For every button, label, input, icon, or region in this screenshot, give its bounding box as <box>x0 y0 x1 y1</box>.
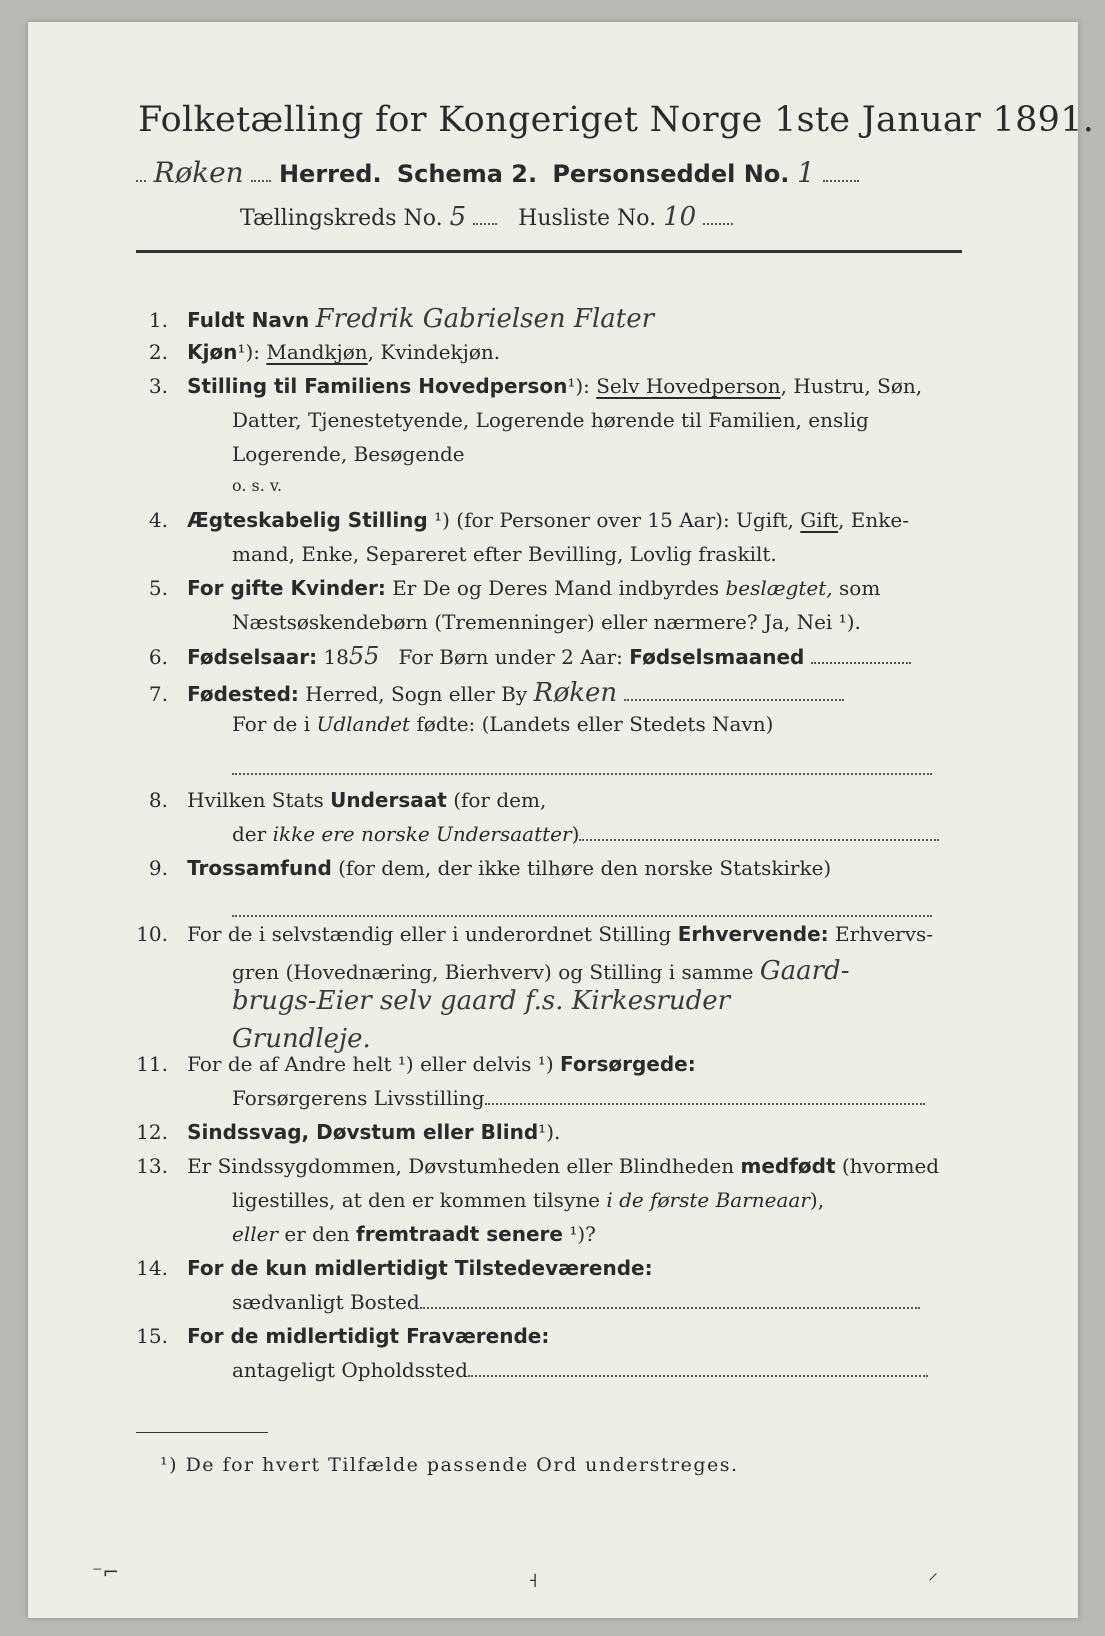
full-name-label: Fuldt Navn <box>187 308 310 332</box>
herred-line <box>136 156 859 189</box>
husliste-label: Husliste No. <box>518 206 657 231</box>
question-13-line-3: eller er den fremtraadt senere ¹)? <box>232 1222 596 1246</box>
position-selected: Selv Hovedperson <box>596 374 781 398</box>
ink-mark-right: ⸝ <box>928 1560 938 1584</box>
question-11-line-2: Forsørgerens Livsstilling <box>232 1086 925 1110</box>
footnote: ¹) De for hvert Tilfælde passende Ord understreges. <box>160 1454 739 1476</box>
question-8: 8. Hvilken Stats Undersaat (for dem, <box>148 788 547 812</box>
occupation-value-3: Grundleje. <box>232 1024 371 1054</box>
ink-mark-center: ˧ <box>528 1568 538 1592</box>
question-8-line-2: der ikke ere norske Undersaatter) <box>232 822 939 846</box>
herred-label: Herred. <box>278 160 382 188</box>
schema-label: Schema 2. <box>396 160 538 188</box>
marital-selected: Gift <box>800 508 839 532</box>
form-title: Folketælling for Kongeriget Norge 1ste Januar 1891. <box>138 100 1095 140</box>
question-14-line-2: sædvanligt Bosted <box>232 1290 920 1314</box>
birthplace-value: Røken <box>533 678 618 708</box>
question-4-line-2: mand, Enke, Separeret efter Bevilling, Lovlig fraskilt. <box>232 542 777 566</box>
question-1: 1. Fuldt Navn Fredrik Gabrielsen Flater <box>148 304 655 334</box>
question-3-line-2: Datter, Tjenestetyende, Logerende hørende til Familien, enslig <box>232 408 869 432</box>
ink-mark-left: ⁻⌐ <box>92 1560 120 1584</box>
gender-selected: Mandkjøn <box>266 340 368 364</box>
footnote-rule <box>136 1432 268 1433</box>
question-13: 13. Er Sindssygdommen, Døvstumheden eller Blindheden medfødt (hvormed <box>136 1154 940 1178</box>
kreds-line <box>240 202 733 232</box>
question-5: 5. For gifte Kvinder: Er De og Deres Mand indbyrdes beslægtet, som <box>148 576 881 600</box>
herred-name: Røken <box>153 156 244 189</box>
question-11: 11. For de af Andre helt ¹) eller delvis ¹) Forsørgede: <box>136 1052 696 1076</box>
personseddel-label: Personseddel No. <box>552 160 790 188</box>
question-15: 15. For de midlertidigt Fraværende: <box>136 1324 550 1348</box>
kreds-number: 5 <box>449 202 467 232</box>
occupation-value-1: Gaard- <box>759 956 850 986</box>
question-10-line-2: gren (Hovednæring, Bierhverv) og Stilling i samme Gaard- <box>232 956 850 986</box>
question-13-line-2: ligestilles, at den er kommen tilsyne i de første Barneaar), <box>232 1188 825 1212</box>
personseddel-number: 1 <box>797 156 815 189</box>
question-9: 9. Trossamfund (for dem, der ikke tilhøre den norske Statskirke) <box>148 856 832 880</box>
question-3-line-3: Logerende, Besøgende <box>232 442 465 466</box>
full-name-value: Fredrik Gabrielsen Flater <box>315 304 655 334</box>
question-10: 10. For de i selvstændig eller i underordnet Stilling Erhvervende: Erhvervs- <box>136 922 934 946</box>
question-3: 3. Stilling til Familiens Hovedperson¹): Selv Hovedperson, Hustru, Søn, <box>148 374 923 398</box>
question-12: 12. Sindssvag, Døvstum eller Blind¹). <box>136 1120 561 1144</box>
kreds-label: Tællingskreds No. <box>240 206 443 231</box>
header-rule <box>136 250 962 253</box>
birth-year-value: 55 <box>348 642 380 670</box>
question-7-line-2: For de i Udlandet fødte: (Landets eller Stedets Navn) <box>232 712 774 736</box>
question-4: 4. Ægteskabelig Stilling ¹) (for Personer over 15 Aar): Ugift, Gift, Enke- <box>148 508 910 532</box>
husliste-number: 10 <box>663 202 697 232</box>
question-2: 2. Kjøn¹): Mandkjøn, Kvindekjøn. <box>148 340 501 364</box>
question-7: 7. Fødested: Herred, Sogn eller By Røken <box>128 678 844 708</box>
question-15-line-2: antageligt Opholdssted <box>232 1358 928 1382</box>
question-14: 14. For de kun midlertidigt Tilstedeværende: <box>136 1256 653 1280</box>
question-6: 6. Fødselsaar: 1855 For Børn under 2 Aar: Fødselsmaaned <box>128 642 911 670</box>
question-5-line-2: Næstsøskendebørn (Tremenninger) eller nærmere? Ja, Nei ¹). <box>232 610 861 634</box>
census-form-page <box>28 22 1095 1618</box>
occupation-value-2: brugs-Eier selv gaard f.s. Kirkesruder <box>232 986 731 1016</box>
question-3-line-4: o. s. v. <box>232 476 283 495</box>
